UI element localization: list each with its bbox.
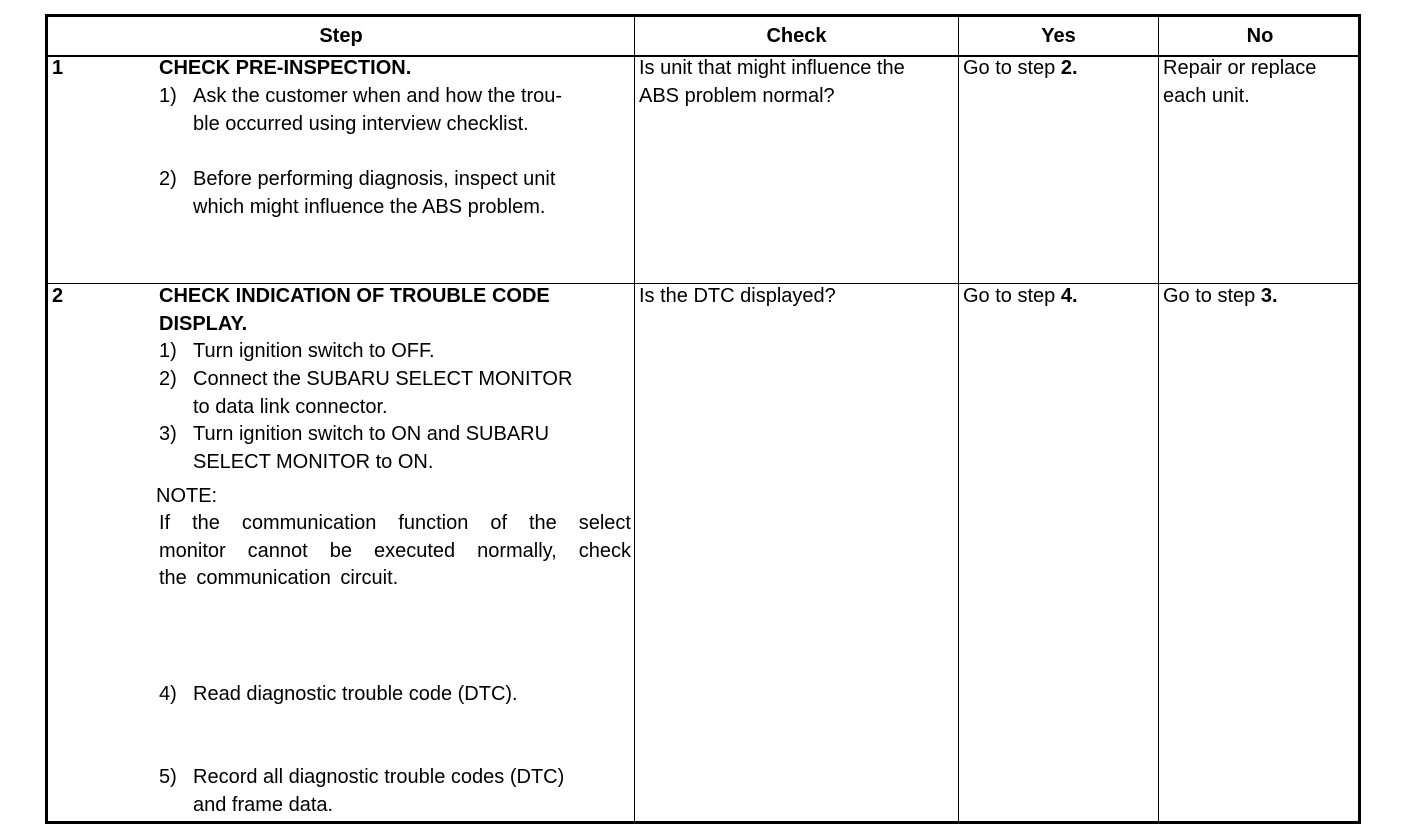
header-no: No [1246, 25, 1274, 47]
diagnostic-table: Step Check Yes No 1 CHECK PRE-INSPECTION. 1) Ask the customer when and how the trou- ble occurred using interview checklist. 2) Before performing diagnosis, inspect unit which might influence the ABS problem. Is unit that might influence the ABS problem normal? Go to step 2. Repair or replace each unit. 2 CHECK INDICATION OF TROUBLE CODE DISPLAY. 1) Turn ignition switch to OFF. 2) Connect the SUBARU SELECT MONITOR to data link connector. 3) Turn ignition switch to ON and SUBARU SELECT MONITOR to ON. NOTE: If the communication function of the select monitor cannot be executed normally, check the communication circuit. 4) Read diagnostic trouble code (DTC). 5) Record all diagnostic trouble codes (DTC) and frame data. Is the DTC displayed? Go to step 4. Go to step 3. [45, 14, 1361, 824]
column-divider [1158, 17, 1159, 821]
header-step: Step [319, 25, 363, 47]
header-yes: Yes [1041, 25, 1076, 47]
note-text: monitor cannot be executed normally, check [159, 539, 631, 562]
step-title: DISPLAY. [159, 312, 248, 335]
check-text: Is the DTC displayed? [639, 285, 836, 307]
note-text: the communication circuit. [159, 567, 399, 589]
note-text: If the communication function of the select [159, 512, 631, 534]
no-text: each unit. [1163, 84, 1250, 107]
step-title: CHECK INDICATION OF TROUBLE CODE [159, 285, 550, 307]
column-divider [958, 17, 959, 821]
no-text: Go to step 3. [1163, 285, 1278, 307]
column-divider [634, 17, 635, 821]
no-text: Repair or replace [1163, 57, 1317, 79]
header-check: Check [766, 25, 827, 47]
note-label: NOTE: [156, 485, 218, 507]
check-text: ABS problem normal? [639, 84, 835, 107]
yes-text: Go to step 4. [963, 285, 1078, 307]
step-number: 2 [52, 285, 64, 307]
step-title: CHECK PRE-INSPECTION. [159, 57, 412, 79]
check-text: Is unit that might influence the [639, 57, 905, 79]
yes-text: Go to step 2. [963, 57, 1078, 79]
table-header [48, 17, 1358, 57]
step-number: 1 [52, 57, 64, 79]
